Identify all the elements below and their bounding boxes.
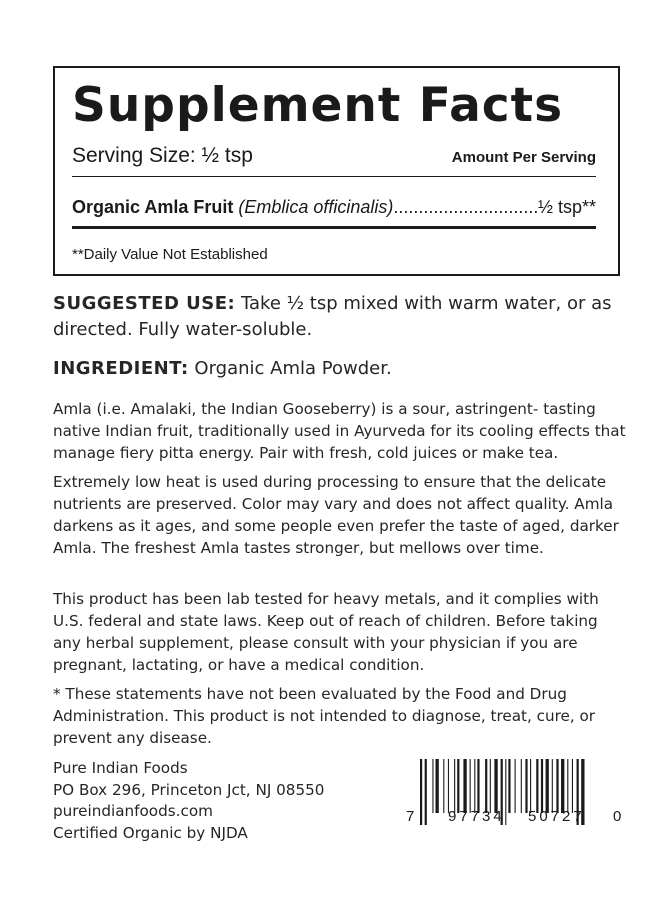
postal-address: PO Box 296, Princeton Jct, NJ 08550 [53, 780, 325, 799]
suggested-use [53, 291, 628, 343]
ingredient-name: Organic Amla Fruit [72, 197, 234, 217]
barcode-digit-last: 0 [613, 808, 622, 825]
daily-value-note: **Daily Value Not Established [72, 246, 268, 263]
organic-certification: Certified Organic by NJDA [53, 823, 248, 842]
facts-title: Supplement Facts [72, 78, 564, 133]
ingredient-text: Organic Amla Powder. [194, 358, 392, 379]
barcode-digit-first: 7 [406, 808, 415, 825]
amount-per-serving: Amount Per Serving [451, 149, 596, 166]
barcode-icon [406, 759, 624, 827]
serving-row [72, 144, 596, 177]
ingredient-amount: ½ tsp** [537, 197, 596, 217]
ingredient-row [72, 197, 596, 229]
suggested-use-label: SUGGESTED USE: [53, 293, 236, 314]
serving-size: Serving Size: ½ tsp [72, 144, 253, 167]
website-link: pureindianfoods.com [53, 802, 213, 820]
description-paragraph: Amla (i.e. Amalaki, the Indian Gooseberry) is a sour, astringent- tasting native Indian fruit, traditionally used in Ayurveda for its cooling effects that manage fiery pitta energy. Pair with fresh, cold juices or make tea. [53, 400, 626, 462]
processing-paragraph: Extremely low heat is used during processing to ensure that the delicate nutrients are preserved. Color may vary and does not affect quality. Amla darkens as it ages, and some people even prefer the taste of aged, darker Amla. The freshest Amla tastes stronger, but mellows over time. [53, 473, 619, 557]
company-address [53, 758, 324, 844]
safety-paragraph: This product has been lab tested for heavy metals, and it complies with U.S. federal and state laws. Keep out of reach of children. Before taking any herbal supplement, please consult with your physician if you are pregnant, lactating, or have a medical condition. [53, 590, 599, 674]
supplement-facts-panel [53, 66, 620, 276]
barcode-group-right: 50727 [528, 808, 585, 825]
company-name: Pure Indian Foods [53, 759, 188, 777]
ingredient-latin-name: (Emblica officinalis) [238, 197, 394, 217]
suggested-use-text: Take ½ tsp mixed with warm water, or as directed. Fully water-soluble. [53, 293, 612, 340]
barcode-group-left: 97734 [448, 808, 505, 825]
ingredient-statement [53, 356, 628, 382]
ingredient-label: INGREDIENT: [53, 358, 189, 379]
fda-disclaimer: * These statements have not been evaluated by the Food and Drug Administration. This product is not intended to diagnose, treat, cure, or prevent any disease. [53, 685, 596, 747]
dot-leader [393, 197, 538, 218]
